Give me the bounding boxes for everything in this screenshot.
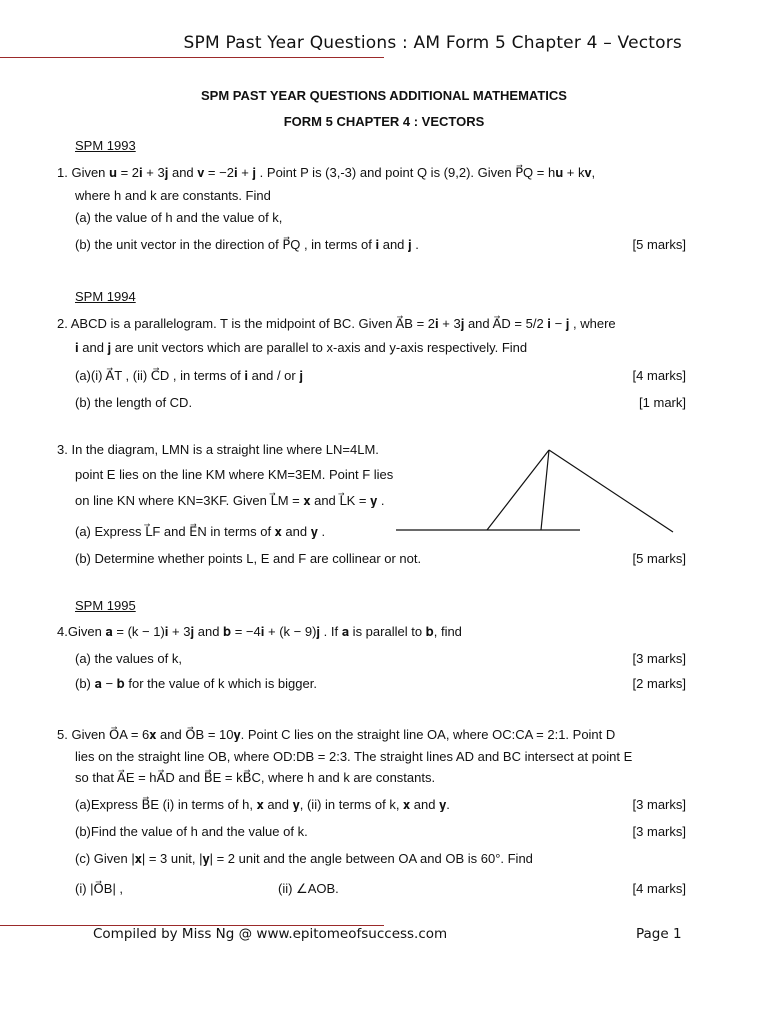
question-3-line-2: point E lies on the line KM where KM=3EM. Point F lies bbox=[75, 467, 394, 482]
question-1-part-b: (b) the unit vector in the direction of P⃗Q , in terms of 𝐢 and 𝐣 . bbox=[75, 237, 419, 252]
question-3-marks: [5 marks] bbox=[632, 551, 686, 566]
document-subtitle: FORM 5 CHAPTER 4 : VECTORS bbox=[283, 114, 485, 129]
question-3-part-b: (b) Determine whether points L, E and F are collinear or not. bbox=[75, 551, 422, 566]
question-4-part-a-marks: [3 marks] bbox=[632, 651, 686, 666]
question-1-marks: [5 marks] bbox=[632, 237, 686, 252]
triangle-diagram bbox=[390, 440, 690, 540]
question-5-part-c: (c) Given |𝐱| = 3 unit, |𝐲| = 2 unit and the angle between OA and OB is 60°. Find bbox=[75, 851, 533, 866]
question-4-part-b-marks: [2 marks] bbox=[632, 676, 686, 691]
question-2-line-1: 2. ABCD is a parallelogram. T is the midpoint of BC. Given A⃗B = 2𝐢 + 3𝐣 and A⃗D = 5/2 𝐢 − 𝐣 , where bbox=[57, 316, 616, 331]
question-5-part-b-marks: [3 marks] bbox=[632, 824, 686, 839]
document-title: SPM PAST YEAR QUESTIONS ADDITIONAL MATHEMATICS bbox=[201, 88, 567, 103]
question-2-line-2: 𝐢 and 𝐣 are unit vectors which are parallel to x-axis and y-axis respectively. Find bbox=[75, 340, 528, 355]
question-1-part-a: (a) the value of h and the value of k, bbox=[75, 210, 283, 225]
question-3-line-1: 3. In the diagram, LMN is a straight line where LN=4LM. bbox=[57, 442, 379, 457]
diagram-side-right bbox=[549, 450, 673, 532]
question-3-part-a: (a) Express L⃗F and E⃗N in terms of 𝐱 and 𝐲 . bbox=[75, 524, 326, 539]
diagram-inner-line bbox=[541, 450, 549, 530]
question-3-line-3: on line KN where KN=3KF. Given L⃗M = 𝐱 and L⃗K = 𝐲 . bbox=[75, 493, 385, 508]
section-heading-1995: SPM 1995 bbox=[75, 598, 136, 613]
question-5-line-2: lies on the straight line OB, where OD:DB = 2:3. The straight lines AD and BC intersect at point E bbox=[75, 749, 633, 764]
question-5-line-3: so that A⃗E = hA⃗D and B⃗E = kB⃗C, where h and k are constants. bbox=[75, 770, 436, 785]
header-divider bbox=[0, 57, 384, 58]
question-2-part-b: (b) the length of CD. bbox=[75, 395, 193, 410]
question-2-part-b-marks: [1 mark] bbox=[639, 395, 686, 410]
question-5-part-b: (b)Find the value of h and the value of k. bbox=[75, 824, 308, 839]
question-2-part-a: (a)(i) A⃗T , (ii) C⃗D , in terms of 𝐢 and / or 𝐣 bbox=[75, 368, 303, 383]
question-5-part-c-marks: [4 marks] bbox=[632, 881, 686, 896]
question-5-part-c-i: (i) |O⃗B| , bbox=[75, 881, 124, 896]
question-4-line-1: 4.Given 𝐚 = (k − 1)𝐢 + 3𝐣 and 𝐛 = −4𝐢 + (k − 9)𝐣 . If 𝐚 is parallel to 𝐛, find bbox=[57, 624, 462, 639]
page-header-title: SPM Past Year Questions : AM Form 5 Chapter 4 – Vectors bbox=[183, 33, 682, 53]
question-4-part-b: (b) 𝐚 − 𝐛 for the value of k which is bigger. bbox=[75, 676, 317, 691]
question-2-part-a-marks: [4 marks] bbox=[632, 368, 686, 383]
diagram-side-left bbox=[487, 450, 549, 530]
question-4-part-a: (a) the values of k, bbox=[75, 651, 182, 666]
question-5-part-c-ii: (ii) ∠AOB. bbox=[278, 881, 339, 896]
section-heading-1993: SPM 1993 bbox=[75, 138, 136, 153]
footer-credit: Compiled by Miss Ng @ www.epitomeofsuccess.com bbox=[93, 926, 448, 942]
question-5-part-a: (a)Express B⃗E (i) in terms of h, 𝐱 and 𝐲, (ii) in terms of k, 𝐱 and 𝐲. bbox=[75, 797, 450, 812]
question-5-part-a-marks: [3 marks] bbox=[632, 797, 686, 812]
question-5-line-1: 5. Given O⃗A = 6𝐱 and O⃗B = 10𝐲. Point C lies on the straight line OA, where OC:CA = 2:1. Point D bbox=[57, 727, 616, 742]
page-number: Page 1 bbox=[636, 926, 682, 942]
question-1-line-1: 1. Given 𝐮 = 2𝐢 + 3𝐣 and 𝐯 = −2𝐢 + 𝐣 . Point P is (3,-3) and point Q is (9,2). Given P⃗Q = h𝐮 + k𝐯, bbox=[57, 165, 596, 180]
question-1-line-2: where h and k are constants. Find bbox=[75, 188, 271, 203]
section-heading-1994: SPM 1994 bbox=[75, 289, 136, 304]
